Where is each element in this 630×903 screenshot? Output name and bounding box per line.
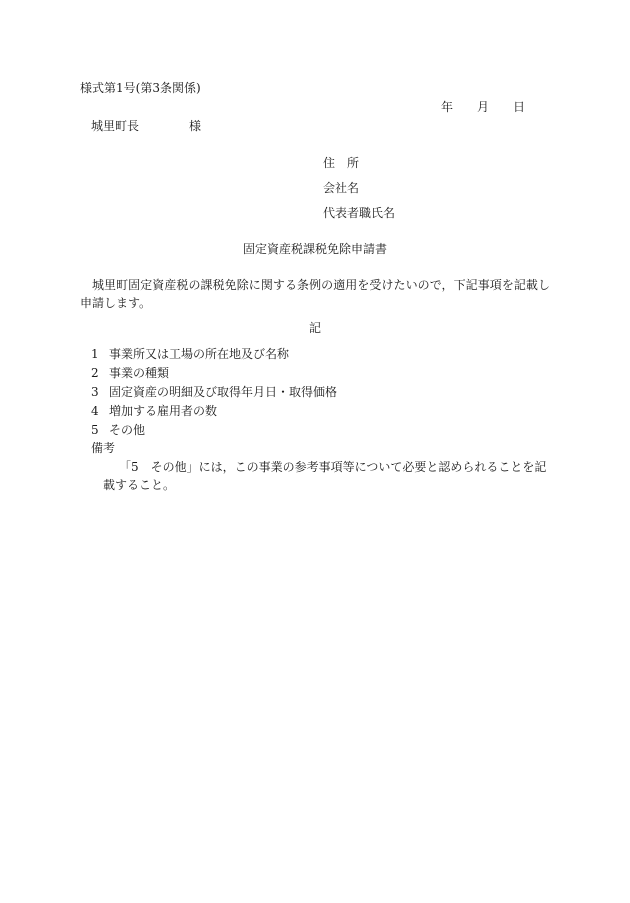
applicant-address-label: 住 所: [323, 156, 360, 170]
date-year: 年: [441, 100, 454, 114]
item-text: 事業の種類: [109, 366, 170, 380]
ki-heading: 記: [308, 321, 321, 335]
item-text: 固定資産の明細及び取得年月日・取得価格: [109, 385, 338, 399]
item-number: 2: [91, 366, 99, 380]
item-number: 3: [91, 385, 99, 399]
list-item: [91, 364, 337, 383]
list-item: [91, 345, 337, 364]
item-number: 5: [91, 423, 99, 437]
item-text: その他: [109, 423, 146, 437]
list-item: [91, 383, 337, 402]
document-title: 固定資産税課税免除申請書: [242, 242, 387, 256]
list-item: [91, 402, 337, 421]
item-text: 増加する雇用者の数: [109, 404, 218, 418]
item-list: [91, 345, 337, 440]
date-day: 日: [513, 100, 526, 114]
intro-paragraph: 城里町固定資産税の課税免除に関する条例の適用を受けたいので，下記事項を記載し申請します。: [80, 278, 550, 310]
applicant-representative-label: 代表者職氏名: [323, 206, 396, 220]
item-number: 4: [91, 404, 99, 418]
form-number: 様式第1号(第3条関係): [80, 81, 201, 95]
date-line: [441, 99, 525, 115]
remarks-body: 「5 その他」には，この事業の参考事項等について必要と認められることを記載すること。: [103, 460, 547, 492]
item-text: 事業所又は工場の所在地及び名称: [109, 347, 290, 361]
item-number: 1: [91, 347, 99, 361]
remarks-title: 備考: [91, 441, 116, 455]
addressee-name: 城里町長: [91, 119, 140, 133]
applicant-company-label: 会社名: [323, 181, 360, 195]
addressee: [91, 118, 201, 134]
date-month: 月: [477, 100, 490, 114]
honorific: 様: [189, 119, 202, 133]
list-item: [91, 421, 337, 440]
